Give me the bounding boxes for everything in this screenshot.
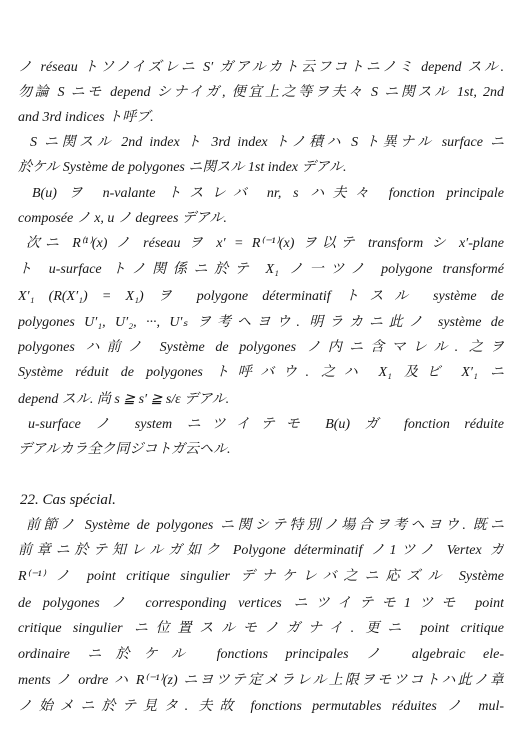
manuscript-line: ments ノ ordre ハ R⁽⁻¹⁾(z) ニヨツテ定メラレル上限ヲモツコトハ此ノ章 [18,673,504,688]
manuscript-line: ordinaire ニ於ケル fonctions principales ノ algebraic ele- [18,647,504,662]
manuscript-line: 於ケル Système de polygones ニ関スル 1st index デアル. [18,160,347,175]
manuscript-line: S ニ関スル 2nd index ト 3rd index トノ積ハ S ト異ナル surface ニ [30,135,504,150]
manuscript-line: 次ニ R⁽¹⁾(x) ノ réseau ヲ x′ = R⁽⁻¹⁾(x) ヲ以テ transform シ x′-plane [26,236,504,251]
manuscript-line: 前章ニ於テ知レルガ如ク Polygone déterminatif ノ1ツノ Vertex ガ [18,543,504,558]
manuscript-line: デアルカラ全ク同ジコトガ云ヘル. [18,442,231,457]
manuscript-line: de polygones ノ corresponding vertices ニツイテモ1ツモ point [18,596,504,611]
manuscript-line: composée ノ x, u ノ degrees デアル. [18,211,227,226]
manuscript-line: ト u-surface トノ関係ニ於テ X₁ ノ一ツノ polygone transformé [18,262,504,277]
manuscript-line: X′₁ (R(X′₁) = X₁) ヲ polygone déterminatif トスル système de [18,289,504,304]
manuscript-line: u-surface ノ system ニツイテモ B(u) ガ fonction réduite [28,417,504,432]
manuscript-line: R⁽⁻¹⁾ ノ point critique singulier デナケレバ之ニ応ズル Système [18,569,504,584]
section-heading: 22. Cas spécial. [20,492,116,508]
manuscript-line: Système réduit de polygones ト呼バウ. 之ハ X₁ 及ビ X′₁ ニ [18,365,504,380]
manuscript-line: B(u) ヲ n-valante トスレバ nr, s ハ夫々 fonction principale [32,186,504,201]
manuscript-line: and 3rd indices ト呼ブ. [18,110,154,125]
manuscript-line: 勿論 S ニモ depend シナイガ, 便宜上之等ヲ夫々 S ニ関スル 1st, 2nd [18,85,504,100]
manuscript-line: polygones ハ前ノ Système de polygones ノ内ニ含マレル. 之ヲ [18,340,504,355]
manuscript-line: polygones U′₁, U′₂, ···, U′ₛ ヲ考ヘヨウ. 明ラカニ此ノ système de [18,315,504,330]
manuscript-line: depend スル. 尚 s ≧ s′ ≧ s/ε デアル. [18,392,230,407]
manuscript-line: 前節ノ Système de polygones ニ関シテ特別ノ場合ヲ考ヘヨウ. 既ニ [26,518,504,533]
manuscript-line: critique singulier ニ位置スルモノガナイ. 更ニ point critique [18,621,504,636]
manuscript-line: ノ始メニ於テ見タ. 夫故 fonctions permutables réduites ノ mul- [18,699,504,714]
manuscript-line: ノ réseau トソノイズレニ S′ ガアルカト云フコトニノミ depend スル. [18,60,504,75]
